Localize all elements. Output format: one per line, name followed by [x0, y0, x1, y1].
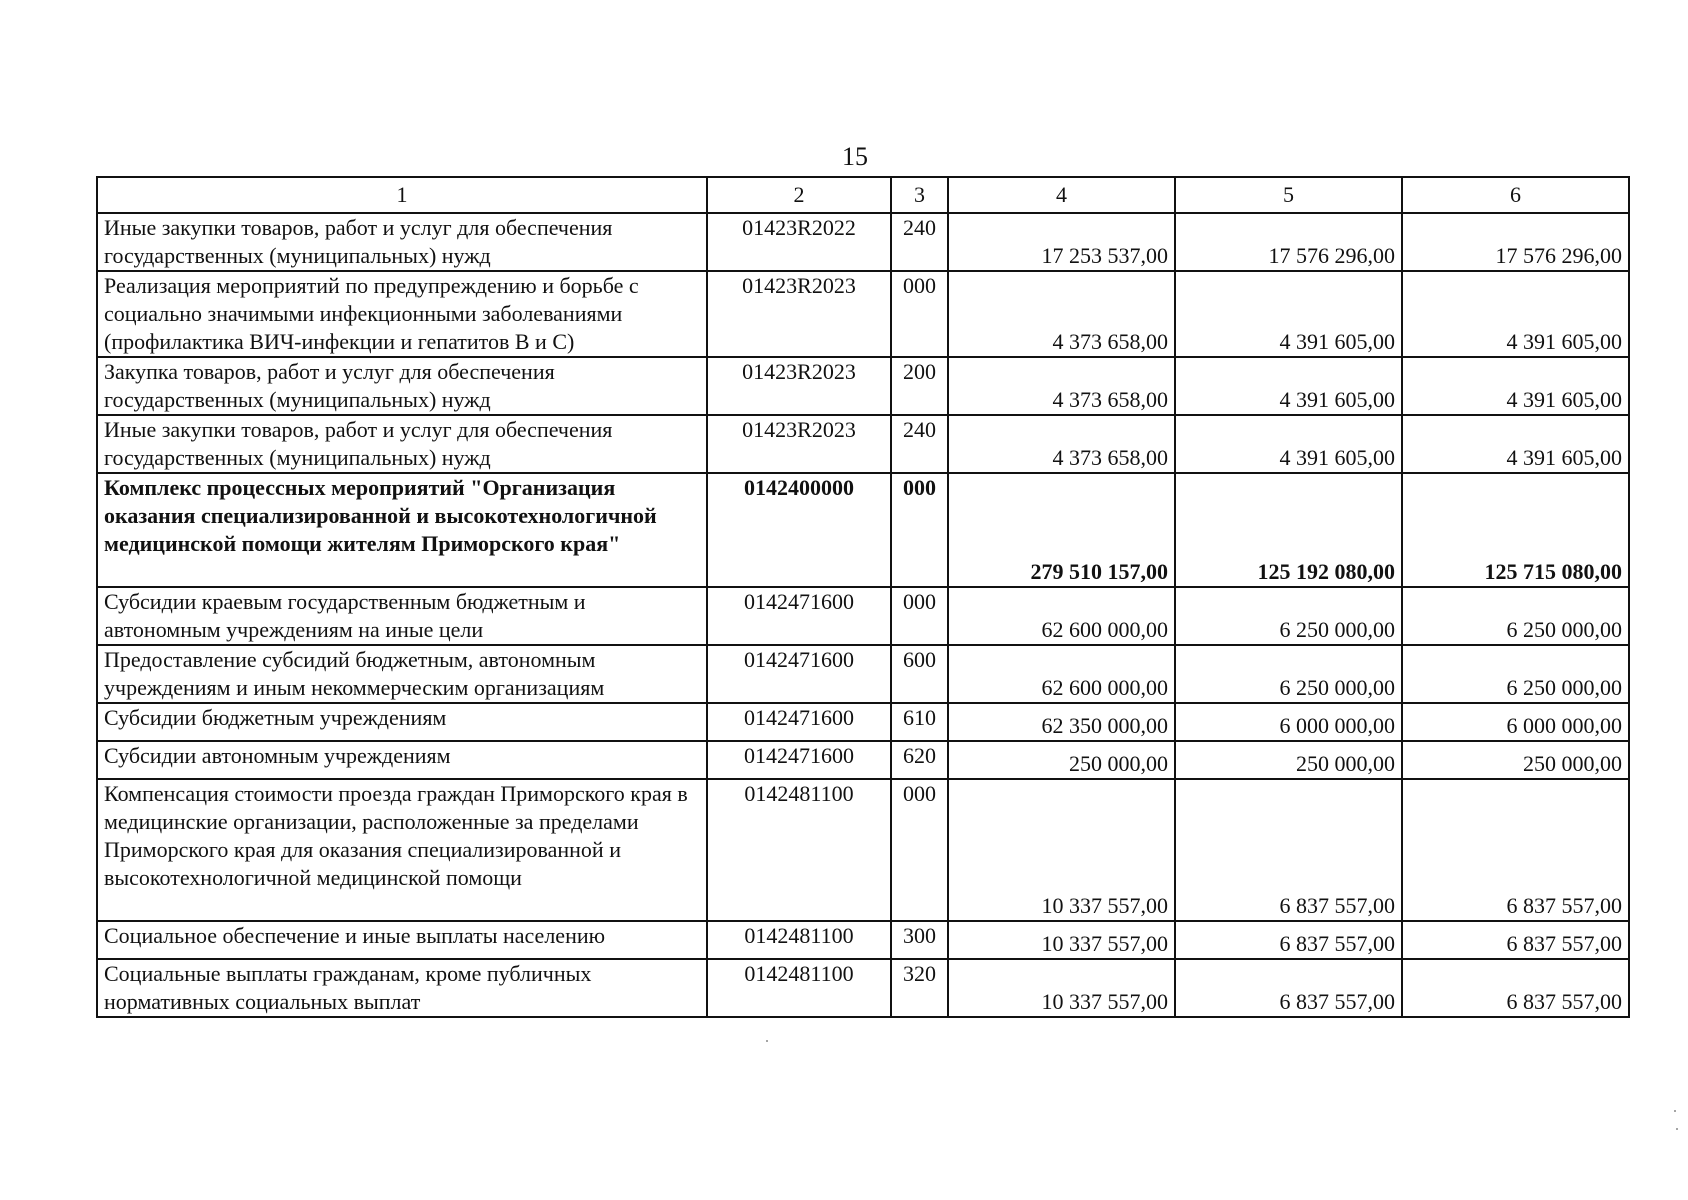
scan-speck: [1676, 1128, 1678, 1130]
row-value-4: 10 337 557,00: [948, 779, 1175, 921]
row-code: 01423R2023: [707, 271, 891, 357]
row-value-5: 17 576 296,00: [1175, 213, 1402, 271]
row-name: Социальное обеспечение и иные выплаты населению: [97, 921, 707, 959]
row-value-5: 250 000,00: [1175, 741, 1402, 779]
row-value-5: 6 837 557,00: [1175, 921, 1402, 959]
row-name: Иные закупки товаров, работ и услуг для обеспечения государственных (муниципальных) нужд: [97, 415, 707, 473]
row-name: Закупка товаров, работ и услуг для обеспечения государственных (муниципальных) нужд: [97, 357, 707, 415]
table-row: [97, 779, 1629, 921]
row-code: 0142471600: [707, 741, 891, 779]
row-code: 0142471600: [707, 645, 891, 703]
row-value-5: 125 192 080,00: [1175, 473, 1402, 587]
row-type: 240: [891, 213, 948, 271]
row-value-6: 17 576 296,00: [1402, 213, 1629, 271]
row-type: 000: [891, 271, 948, 357]
row-value-4: 62 600 000,00: [948, 645, 1175, 703]
row-value-5: 6 837 557,00: [1175, 959, 1402, 1017]
row-code: 01423R2023: [707, 415, 891, 473]
row-code: 0142481100: [707, 959, 891, 1017]
row-value-6: 125 715 080,00: [1402, 473, 1629, 587]
row-value-4: 17 253 537,00: [948, 213, 1175, 271]
row-name: Социальные выплаты гражданам, кроме публичных нормативных социальных выплат: [97, 959, 707, 1017]
row-type: 000: [891, 587, 948, 645]
row-value-5: 4 391 605,00: [1175, 271, 1402, 357]
row-type: 000: [891, 473, 948, 587]
row-value-4: 62 600 000,00: [948, 587, 1175, 645]
row-value-4: 10 337 557,00: [948, 959, 1175, 1017]
row-name: Комплекс процессных мероприятий "Организация оказания специализированной и высокотехнологичной медицинской помощи жителям Приморского края": [97, 473, 707, 587]
column-header: 1: [97, 177, 707, 213]
row-value-6: 6 000 000,00: [1402, 703, 1629, 741]
row-value-5: 6 000 000,00: [1175, 703, 1402, 741]
row-value-6: 4 391 605,00: [1402, 415, 1629, 473]
row-name: Компенсация стоимости проезда граждан Приморского края в медицинские организации, расположенные за пределами Приморского края для оказания специализированной и высокотехнологичной медицинской помощи: [97, 779, 707, 921]
table-row: [97, 415, 1629, 473]
table-row: [97, 587, 1629, 645]
row-value-4: 62 350 000,00: [948, 703, 1175, 741]
row-name: Предоставление субсидий бюджетным, автономным учреждениям и иным некоммерческим организациям: [97, 645, 707, 703]
row-value-6: 6 837 557,00: [1402, 959, 1629, 1017]
row-type: 610: [891, 703, 948, 741]
row-value-4: 4 373 658,00: [948, 271, 1175, 357]
row-code: 0142481100: [707, 921, 891, 959]
table-row: [97, 271, 1629, 357]
row-value-6: 6 837 557,00: [1402, 779, 1629, 921]
budget-table: [96, 176, 1630, 1018]
table-row: [97, 703, 1629, 741]
table-row: [97, 357, 1629, 415]
row-type: 200: [891, 357, 948, 415]
row-value-4: 250 000,00: [948, 741, 1175, 779]
row-value-5: 4 391 605,00: [1175, 415, 1402, 473]
row-type: 620: [891, 741, 948, 779]
row-value-4: 10 337 557,00: [948, 921, 1175, 959]
row-value-4: 279 510 157,00: [948, 473, 1175, 587]
column-header: 3: [891, 177, 948, 213]
row-value-6: 250 000,00: [1402, 741, 1629, 779]
column-header: 5: [1175, 177, 1402, 213]
row-name: Субсидии бюджетным учреждениям: [97, 703, 707, 741]
row-type: 240: [891, 415, 948, 473]
row-value-6: 6 250 000,00: [1402, 645, 1629, 703]
row-name: Иные закупки товаров, работ и услуг для обеспечения государственных (муниципальных) нужд: [97, 213, 707, 271]
scan-speck: [766, 1040, 768, 1042]
table-row: [97, 921, 1629, 959]
table-row: [97, 959, 1629, 1017]
row-name: Реализация мероприятий по предупреждению и борьбе с социально значимыми инфекционными заболеваниями (профилактика ВИЧ-инфекции и гепатитов В и С): [97, 271, 707, 357]
table-row: [97, 741, 1629, 779]
row-name: Субсидии автономным учреждениям: [97, 741, 707, 779]
row-name: Субсидии краевым государственным бюджетным и автономным учреждениям на иные цели: [97, 587, 707, 645]
scan-speck: [1674, 1110, 1676, 1112]
row-code: 0142471600: [707, 703, 891, 741]
page-number: 15: [842, 142, 868, 171]
row-value-4: 4 373 658,00: [948, 415, 1175, 473]
row-code: 0142400000: [707, 473, 891, 587]
table-row: [97, 213, 1629, 271]
row-type: 320: [891, 959, 948, 1017]
row-value-6: 4 391 605,00: [1402, 357, 1629, 415]
column-header: 4: [948, 177, 1175, 213]
row-value-4: 4 373 658,00: [948, 357, 1175, 415]
row-value-5: 6 250 000,00: [1175, 645, 1402, 703]
table-row-bold: [97, 473, 1629, 587]
row-code: 0142481100: [707, 779, 891, 921]
column-header: 6: [1402, 177, 1629, 213]
row-value-5: 4 391 605,00: [1175, 357, 1402, 415]
row-value-5: 6 250 000,00: [1175, 587, 1402, 645]
row-value-6: 6 250 000,00: [1402, 587, 1629, 645]
column-header: 2: [707, 177, 891, 213]
row-value-6: 4 391 605,00: [1402, 271, 1629, 357]
row-value-6: 6 837 557,00: [1402, 921, 1629, 959]
row-value-5: 6 837 557,00: [1175, 779, 1402, 921]
table-header-row: [97, 177, 1629, 213]
row-code: 0142471600: [707, 587, 891, 645]
row-code: 01423R2022: [707, 213, 891, 271]
row-type: 000: [891, 779, 948, 921]
table-row: [97, 645, 1629, 703]
row-code: 01423R2023: [707, 357, 891, 415]
row-type: 300: [891, 921, 948, 959]
row-type: 600: [891, 645, 948, 703]
